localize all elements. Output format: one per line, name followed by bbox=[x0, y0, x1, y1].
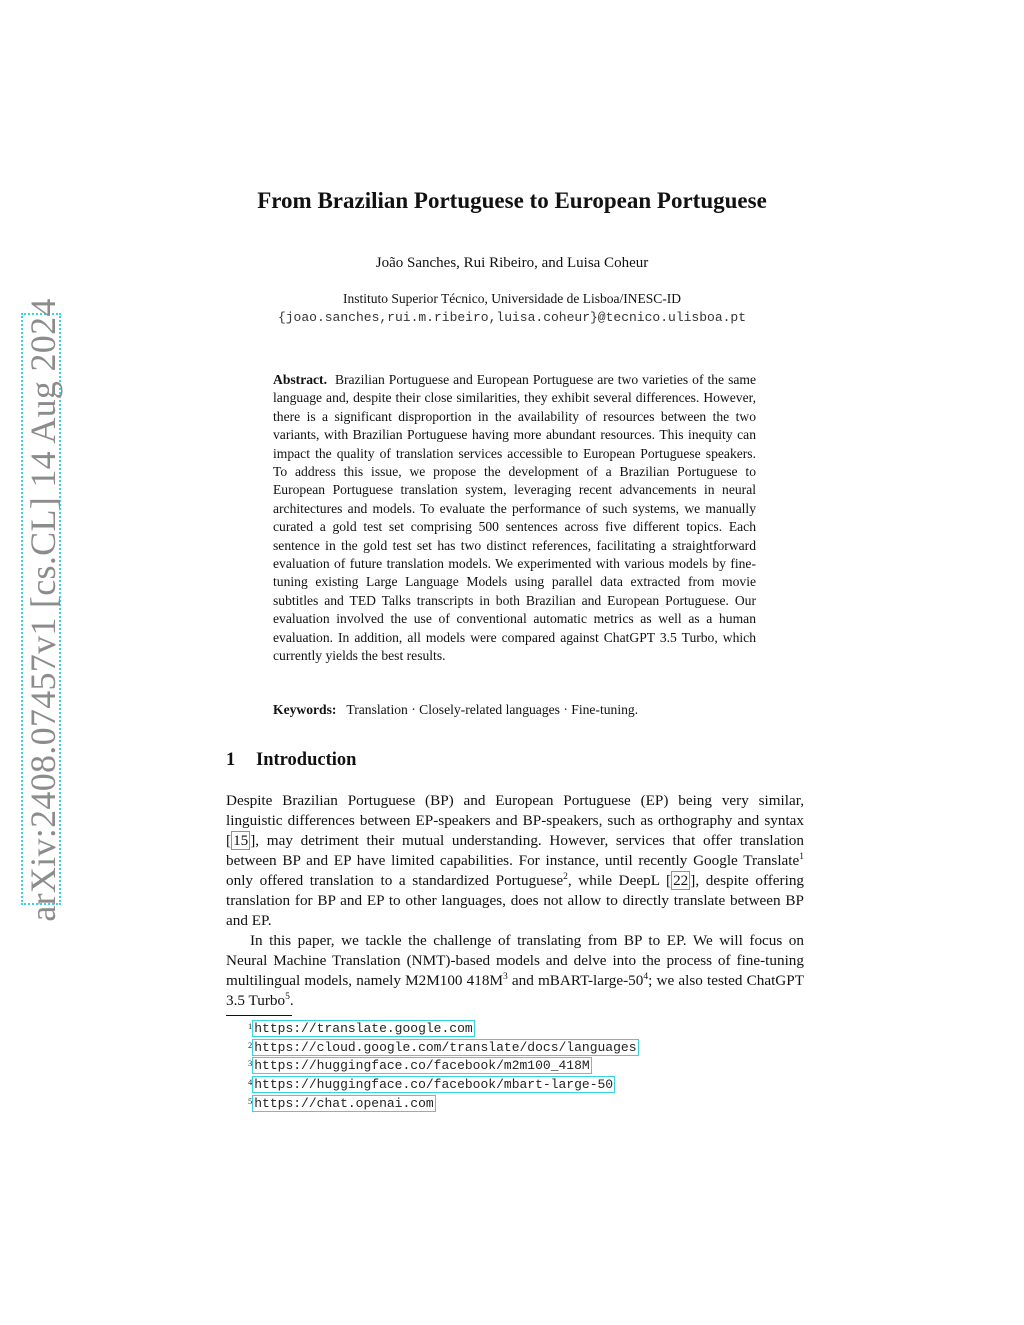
footnote-marker[interactable]: 2 bbox=[563, 871, 568, 882]
footnote-url-link[interactable]: https://huggingface.co/facebook/m2m100_418M bbox=[254, 1058, 590, 1074]
footnote-item bbox=[248, 1095, 639, 1114]
footnote-number: 3 bbox=[248, 1058, 253, 1069]
abstract-text: Brazilian Portuguese and European Portuguese are two varieties of the same language and, despite their close similarities, they exhibit several differences. However, there is a significant disproportion in the availability of resources between the two variants, with Brazilian Portuguese having more abundant resources. This inequity can impact the quality of translation services accessible to European Portuguese speakers. To address this issue, we propose the development of a Brazilian Portuguese to European Portuguese translation system, leveraging recent advancements in neural architectures and models. To evaluate the performance of such systems, we manually curated a gold test set comprising 500 sentences across five different topics. Each sentence in the gold test set has two distinct references, facilitating a straightforward evaluation of future translation models. We experimented with various models by fine-tuning existing Large Language Models using parallel data extracted from movie subtitles and TED Talks transcripts in both Brazilian and European Portuguese. Our evaluation involved the use of conventional automatic metrics as well as a human evaluation. In addition, all models were compared against ChatGPT 3.5 Turbo, which currently yields the best results. bbox=[273, 372, 757, 664]
footnote-url-link[interactable]: https://cloud.google.com/translate/docs/languages bbox=[254, 1039, 637, 1055]
text-run: ; we also tested ChatGPT 3.5 Turbo bbox=[226, 972, 804, 1009]
footnote-marker[interactable]: 3 bbox=[502, 971, 508, 982]
footnote-item bbox=[248, 1057, 639, 1076]
section-number: 1 bbox=[226, 750, 236, 770]
citation-link[interactable]: 22 bbox=[673, 872, 689, 889]
footnote-item bbox=[248, 1020, 639, 1039]
footnote-url-link[interactable]: https://translate.google.com bbox=[254, 1021, 473, 1036]
paragraph bbox=[226, 791, 804, 931]
text-run: only offered translation to a standardized Portuguese bbox=[226, 872, 564, 889]
arxiv-identifier[interactable]: arXiv:2408.07457v1 [cs.CL] 14 Aug 2024 bbox=[23, 298, 63, 922]
footnote-number: 5 bbox=[248, 1095, 253, 1106]
section-title: Introduction bbox=[256, 750, 357, 770]
keywords-label: Keywords: bbox=[273, 702, 337, 717]
footnote-marker[interactable]: 4 bbox=[643, 971, 649, 982]
footnote-number: 1 bbox=[248, 1021, 253, 1031]
paragraph bbox=[226, 931, 804, 1011]
section-heading-introduction bbox=[226, 750, 356, 771]
keywords-text: Translation · Closely-related languages · Fine-tuning. bbox=[346, 702, 639, 717]
text-run: , while DeepL [ bbox=[567, 872, 672, 889]
footnote-marker[interactable]: 1 bbox=[799, 851, 804, 862]
paper-title: From Brazilian Portuguese to European Portuguese bbox=[257, 188, 767, 213]
footnote-url-link[interactable]: https://chat.openai.com bbox=[254, 1095, 434, 1111]
paper-authors: João Sanches, Rui Ribeiro, and Luisa Coheur bbox=[375, 255, 649, 271]
footnote-item bbox=[248, 1076, 639, 1095]
text-run: Despite Brazilian Portuguese (BP) and European Portuguese (EP) being very similar, linguistic differences between EP-speakers and BP-speakers, such as orthography and syntax [ bbox=[226, 792, 804, 849]
abstract bbox=[273, 371, 756, 666]
footnotes bbox=[248, 1020, 639, 1113]
author-emails: {joao.sanches,rui.m.ribeiro,luisa.coheur}@tecnico.ulisboa.pt bbox=[277, 310, 747, 325]
footnote-item bbox=[248, 1039, 639, 1058]
footnote-divider bbox=[226, 1015, 292, 1016]
footnote-number: 4 bbox=[248, 1077, 253, 1088]
text-run: In this paper, we tackle the challenge of translating from BP to EP. We will focus on Neural Machine Translation (NMT)-based models and delve into the process of fine-tuning multilingual models, namely M2M100 418M bbox=[226, 932, 804, 989]
text-run: . bbox=[289, 992, 294, 1009]
author-affiliation: Instituto Superior Técnico, Universidade de Lisboa/INESC-ID bbox=[343, 291, 681, 306]
footnote-url-link[interactable]: https://huggingface.co/facebook/mbart-large-50 bbox=[254, 1077, 614, 1093]
introduction-body bbox=[226, 791, 804, 1011]
keywords bbox=[273, 701, 756, 719]
footnote-number: 2 bbox=[248, 1039, 253, 1050]
text-run: ], may detriment their mutual understanding. However, services that offer translation between BP and EP have limited capabilities. For instance, until recently Google Translate bbox=[226, 832, 804, 869]
footnote-marker[interactable]: 5 bbox=[285, 991, 290, 1002]
text-run: and mBART-large-50 bbox=[507, 972, 644, 989]
citation-link[interactable]: 15 bbox=[233, 832, 249, 849]
text-run: ], despite offering translation for BP and EP to other languages, does not allow to directly translate between BP and EP. bbox=[226, 872, 805, 929]
abstract-label: Abstract. bbox=[273, 372, 327, 387]
